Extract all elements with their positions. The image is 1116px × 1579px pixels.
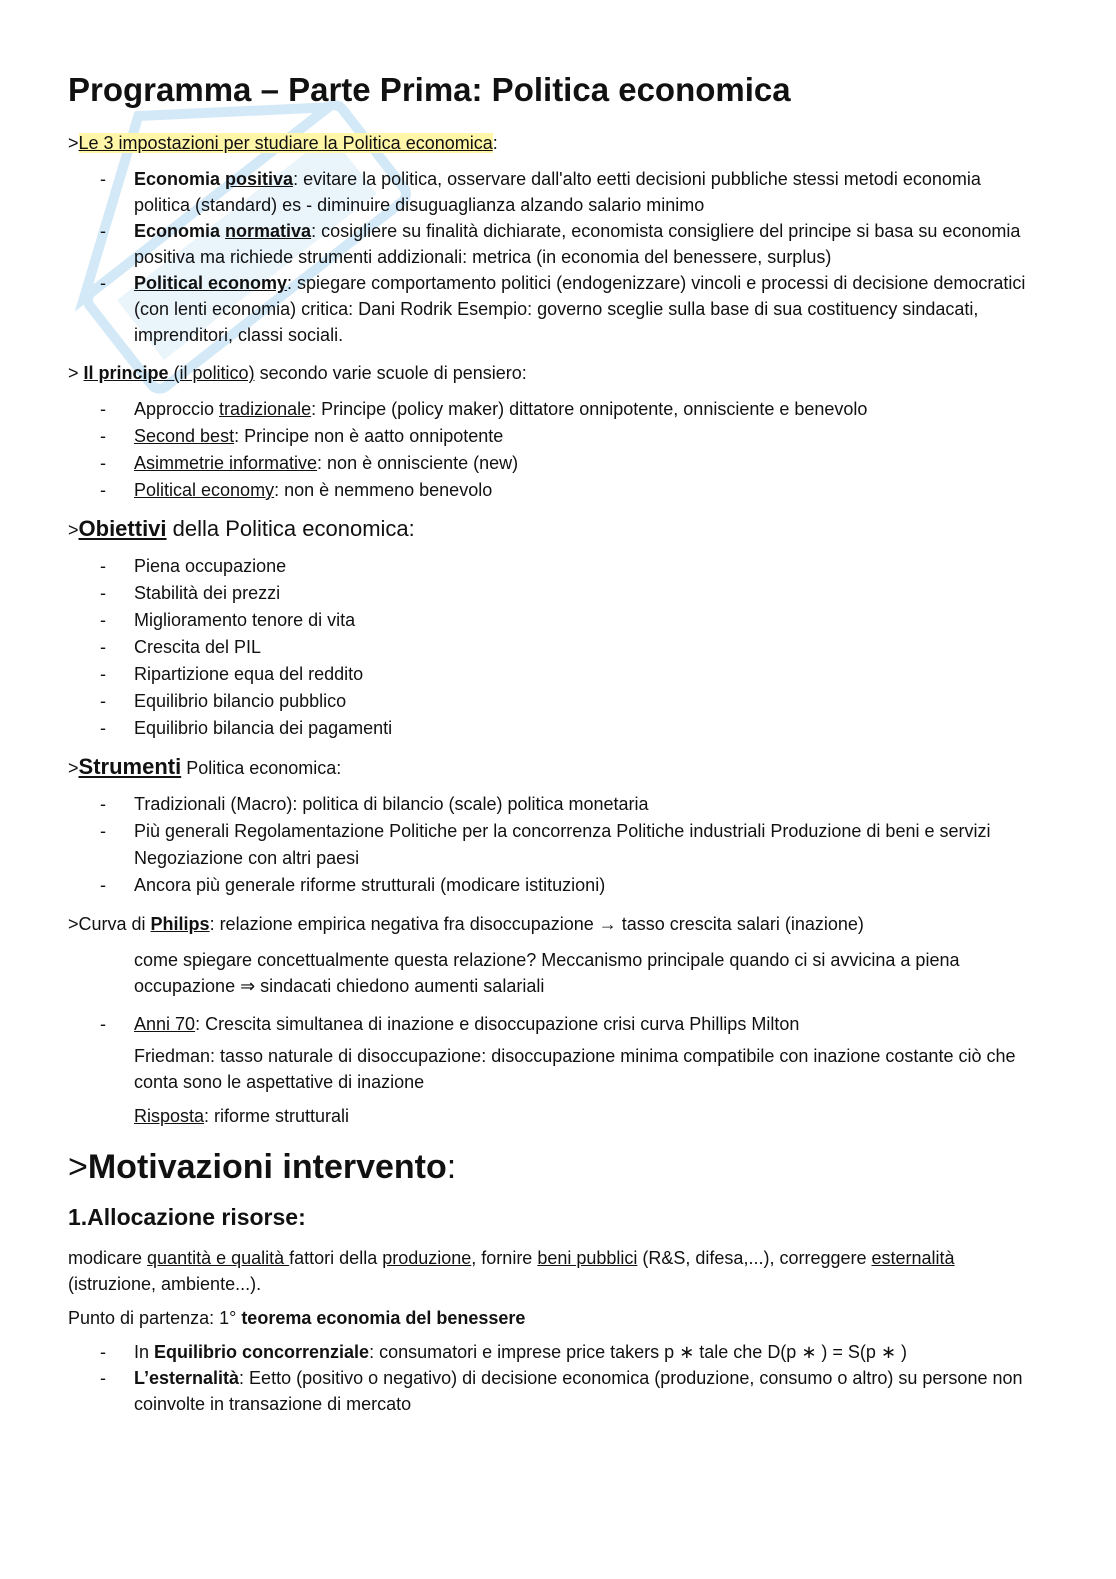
impostazioni-label: Le 3 impostazioni per studiare la Politica economica [78, 133, 493, 153]
list-item: - Ripartizione equa del reddito [68, 661, 1038, 688]
list-item: - Piena occupazione [68, 553, 1038, 580]
strumenti-list [68, 791, 1038, 899]
list-item: - Second best: Principe non è aatto onnipotente [68, 423, 1038, 450]
list-item: - Economia positiva: evitare la politica, osservare dall'alto eetti decisioni pubbliche stessi metodi economia politica (standard) es - diminuire disuguaglianza alzando salario minimo [68, 166, 1038, 218]
list-item: - Asimmetrie informative: non è onnisciente (new) [68, 450, 1038, 477]
allocazione-paragraph: modicare quantità e qualità fattori della produzione, fornire beni pubblici (R&S, difesa,...), correggere esternalità (istruzione, ambiente...). [68, 1248, 955, 1294]
list-item: - In Equilibrio concorrenziale: consumatori e imprese price takers p ∗ tale che D(p ∗ ) = S(p ∗ ) [68, 1339, 1038, 1365]
list-item: - Stabilità dei prezzi [68, 580, 1038, 607]
list-item: - Tradizionali (Macro): politica di bilancio (scale) politica monetaria [68, 791, 1038, 818]
section-impostazioni-heading: >Le 3 impostazioni per studiare la Politica economica: [68, 133, 498, 153]
allocazione-heading: 1.Allocazione risorse: [68, 1204, 306, 1230]
philips-paragraph: come spiegare concettualmente questa relazione? Meccanismo principale quando ci si avvicina a piena occupazione ⇒ sindacati chiedono aumenti salariali [134, 950, 960, 996]
list-item: - Ancora più generale riforme strutturali (modicare istituzioni) [68, 872, 1038, 899]
list-item: - Più generali Regolamentazione Politiche per la concorrenza Politiche industriali Produzione di beni e servizi Negoziazione con altri paesi [68, 818, 1038, 872]
motivazioni-heading: >Motivazioni intervento: [68, 1148, 457, 1186]
punto-partenza-paragraph: Punto di partenza: 1° teorema economia del benessere [68, 1308, 526, 1328]
list-item: - Equilibrio bilancio pubblico [68, 688, 1038, 715]
list-item: - Equilibrio bilancia dei pagamenti [68, 715, 1038, 742]
section-philips-heading: >Curva di Philips: relazione empirica negativa fra disoccupazione → tasso crescita salari (inazione) [68, 914, 864, 934]
risposta-paragraph: Risposta: riforme strutturali [134, 1106, 350, 1126]
list-item: - Anni 70: Crescita simultanea di inazione e disoccupazione crisi curva Phillips Milton [68, 1011, 1038, 1037]
list-item: - L’esternalità: Eetto (positivo o negativo) di decisione economica (produzione, consumo o altro) su persone non coinvolte in transazione di mercato [68, 1365, 1038, 1417]
list-item: - Economia normativa: cosigliere su finalità dichiarate, economista consigliere del principe si basa su economia positiva ma richiede strumenti addizionali: metrica (in economia del benessere, surplus) [68, 218, 1038, 270]
list-item: - Political economy: non è nemmeno benevolo [68, 477, 1038, 504]
list-item: - Political economy: spiegare comportamento politici (endogenizzare) vincoli e processi di decisione democratici (con lenti economia) critica: Dani Rodrik Esempio: governo sceglie sulla base di sua costituency sindacati, imprenditori, classi sociali. [68, 270, 1038, 348]
list-item: - Miglioramento tenore di vita [68, 607, 1038, 634]
principe-list [68, 396, 1038, 504]
section-principe-heading: > Il principe (il politico) secondo varie scuole di pensiero: [68, 363, 527, 383]
page-title: Programma – Parte Prima: Politica economica [68, 71, 791, 108]
allocazione-list [68, 1339, 1038, 1417]
list-item: - Approccio tradizionale: Principe (policy maker) dittatore onnipotente, onnisciente e benevolo [68, 396, 1038, 423]
list-item: - Crescita del PIL [68, 634, 1038, 661]
section-obiettivi-heading: >Obiettivi della Politica economica: [68, 516, 415, 541]
section-strumenti-heading: >Strumenti Politica economica: [68, 754, 342, 779]
impostazioni-list [68, 166, 1038, 348]
philips-list [68, 1011, 1038, 1037]
friedman-paragraph: Friedman: tasso naturale di disoccupazione: disoccupazione minima compatibile con inazione costante ciò che conta sono le aspettative di inazione [134, 1046, 1016, 1092]
document-page [68, 68, 1038, 1429]
obiettivi-list [68, 553, 1038, 742]
